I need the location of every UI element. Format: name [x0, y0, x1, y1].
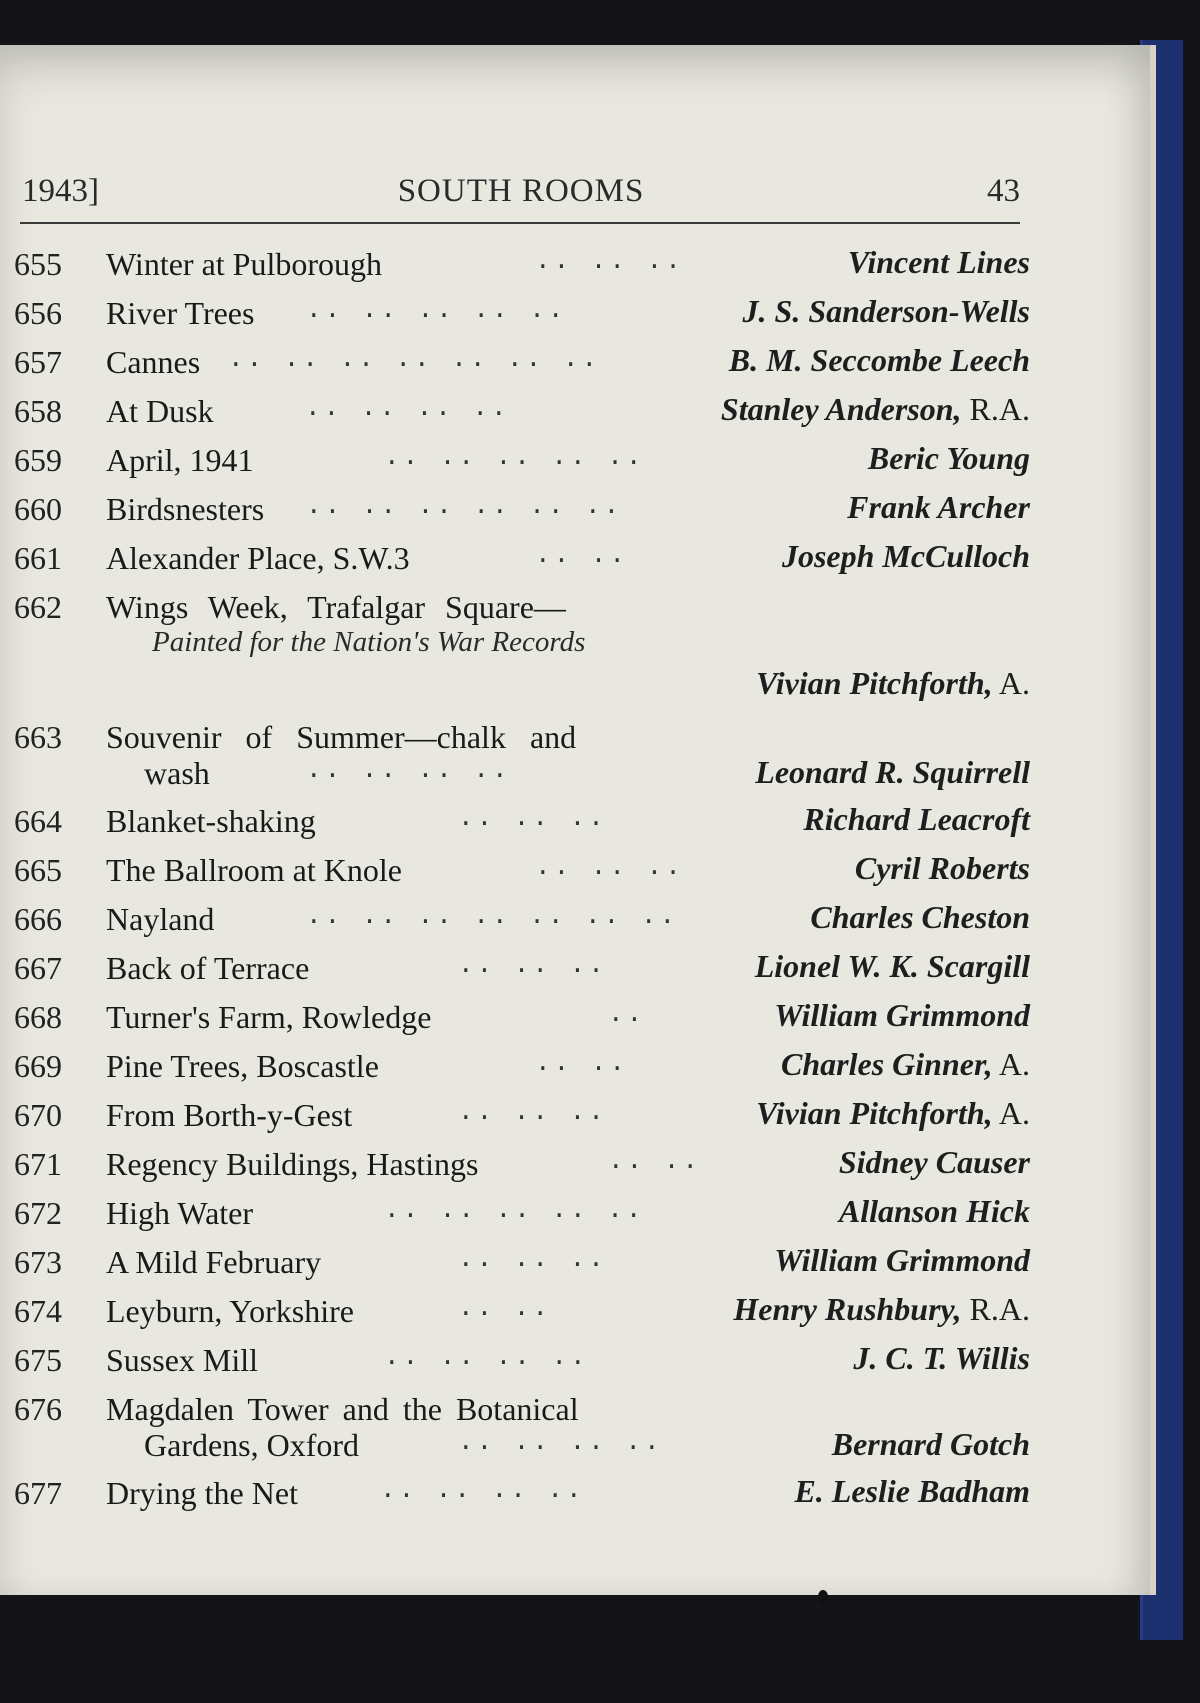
dot-leader: .. .. .. ..	[458, 1427, 663, 1457]
catalogue-entry	[0, 338, 1030, 387]
entry-title: Winter at Pulborough	[106, 246, 382, 282]
catalogue-entry	[0, 944, 1030, 993]
entry-artist: Vivian Pitchforth, A.	[756, 1095, 1030, 1131]
entry-title: From Borth-y-Gest	[106, 1097, 353, 1133]
entry-number: 662	[14, 589, 62, 625]
entry-artist: Vivian Pitchforth, A.	[756, 665, 1030, 701]
entry-number: 665	[14, 852, 62, 888]
entry-title: Wings Week, Trafalgar Square—	[106, 589, 566, 625]
entry-artist: Henry Rushbury, R.A.	[733, 1291, 1030, 1327]
entry-title-continued: Gardens, Oxford	[144, 1427, 360, 1463]
catalogue-entry	[0, 436, 1030, 485]
entry-number: 672	[14, 1195, 62, 1231]
dot-leader: .. ..	[458, 1293, 552, 1323]
entry-number: 664	[14, 803, 62, 839]
entry-artist: Bernard Gotch	[831, 1426, 1030, 1462]
catalogue-entry	[0, 289, 1030, 338]
entry-title: The Ballroom at Knole	[106, 852, 402, 888]
entry-number: 671	[14, 1146, 62, 1182]
catalogue-entry	[0, 534, 1030, 583]
entry-title-continued: wash	[144, 755, 210, 791]
entry-artist: Allanson Hick	[838, 1193, 1030, 1229]
catalogue-entry	[0, 1336, 1030, 1385]
dot-leader: .. .. ..	[458, 1244, 607, 1274]
dot-leader: .. .. .. ..	[306, 755, 511, 785]
dot-leader: .. .. .. .. .. .. ..	[306, 901, 679, 931]
ink-mark	[818, 1590, 828, 1604]
entry-artist: E. Leslie Badham	[794, 1473, 1030, 1509]
entry-title: Nayland	[106, 901, 215, 937]
catalogue-entry	[0, 1469, 1030, 1518]
catalogue-entry	[0, 1042, 1030, 1091]
header-year: 1943]	[22, 173, 99, 209]
entry-number: 658	[14, 393, 62, 429]
page-number: 43	[987, 173, 1020, 209]
dot-leader: .. .. ..	[458, 950, 607, 980]
entry-title: Back of Terrace	[106, 950, 310, 986]
catalogue-entry	[0, 1287, 1030, 1336]
entry-artist: Richard Leacroft	[803, 801, 1030, 837]
catalogue-entry	[0, 895, 1030, 944]
entry-artist: J. C. T. Willis	[853, 1340, 1030, 1376]
entry-number: 669	[14, 1048, 62, 1084]
dot-leader: ..	[608, 999, 646, 1029]
entry-title: Leyburn, Yorkshire	[106, 1293, 354, 1329]
dot-leader: .. .. .. .. .. .. ..	[228, 344, 601, 374]
dot-leader: .. .. .. .. .. ..	[306, 491, 623, 521]
catalogue-entry	[0, 387, 1030, 436]
entry-artist: Cyril Roberts	[854, 850, 1030, 886]
dot-leader: .. ..	[608, 1146, 702, 1176]
catalogue-entry	[0, 1238, 1030, 1287]
catalogue-entry	[0, 1385, 1030, 1469]
dot-leader: .. .. .. .. ..	[384, 1195, 645, 1225]
dot-leader: .. .. .. .. ..	[384, 442, 645, 472]
entry-number: 660	[14, 491, 62, 527]
entry-number: 655	[14, 246, 62, 282]
entry-number: 675	[14, 1342, 62, 1378]
entry-title: Alexander Place, S.W.3	[106, 540, 410, 576]
header-rule	[20, 222, 1020, 224]
entry-artist: William Grimmond	[774, 1242, 1030, 1278]
entry-artist: B. M. Seccombe Leech	[728, 342, 1030, 378]
entry-title: At Dusk	[106, 393, 214, 429]
catalogue-entry	[0, 1189, 1030, 1238]
entry-artist: Charles Cheston	[810, 899, 1030, 935]
entry-number: 659	[14, 442, 62, 478]
catalogue-entry	[0, 993, 1030, 1042]
entry-artist: Joseph McCulloch	[781, 538, 1030, 574]
entry-title: Blanket-shaking	[106, 803, 316, 839]
entry-title: Turner's Farm, Rowledge	[106, 999, 432, 1035]
entry-number: 666	[14, 901, 62, 937]
entry-artist: Vincent Lines	[847, 244, 1030, 280]
catalogue-entry	[0, 1091, 1030, 1140]
entry-title: Pine Trees, Boscastle	[106, 1048, 379, 1084]
entry-artist: Stanley Anderson, R.A.	[720, 391, 1030, 427]
entry-number: 670	[14, 1097, 62, 1133]
entry-artist: William Grimmond	[774, 997, 1030, 1033]
dot-leader: .. .. ..	[458, 803, 607, 833]
entry-number: 674	[14, 1293, 62, 1329]
entry-number: 663	[14, 719, 62, 755]
dot-leader: .. .. .. .. ..	[306, 295, 567, 325]
entry-artist: Beric Young	[867, 440, 1030, 476]
entry-title: River Trees	[106, 295, 255, 331]
catalogue-entries	[0, 240, 1030, 1518]
entry-title: High Water	[106, 1195, 254, 1231]
page-title: SOUTH ROOMS	[397, 173, 645, 209]
catalogue-page	[0, 45, 1156, 1595]
dot-leader: .. .. ..	[458, 1097, 607, 1127]
entry-number: 668	[14, 999, 62, 1035]
catalogue-entry	[0, 240, 1030, 289]
dot-leader: .. .. .. ..	[384, 1342, 589, 1372]
catalogue-entry	[0, 713, 1030, 797]
entry-number: 676	[14, 1391, 62, 1427]
entry-number: 661	[14, 540, 62, 576]
entry-title: April, 1941	[106, 442, 254, 478]
catalogue-entry	[0, 485, 1030, 534]
entry-artist: Sidney Causer	[838, 1144, 1030, 1180]
entry-number: 667	[14, 950, 62, 986]
entry-artist: Lionel W. K. Scargill	[754, 948, 1030, 984]
entry-number: 656	[14, 295, 62, 331]
entry-title: Cannes	[106, 344, 201, 380]
catalogue-entry	[0, 797, 1030, 846]
catalogue-entry	[0, 846, 1030, 895]
entry-number: 657	[14, 344, 62, 380]
entry-note: Painted for the Nation's War Records	[152, 626, 586, 658]
entry-artist: Charles Ginner, A.	[781, 1046, 1030, 1082]
catalogue-entry	[0, 583, 1030, 713]
entry-title: Magdalen Tower and the Botanical	[106, 1391, 579, 1427]
dot-leader: .. .. ..	[535, 246, 684, 276]
catalogue-entry	[0, 1140, 1030, 1189]
dot-leader: .. .. .. ..	[380, 1475, 585, 1505]
entry-title: Birdsnesters	[106, 491, 265, 527]
entry-artist: J. S. Sanderson-Wells	[742, 293, 1030, 329]
entry-title: Drying the Net	[106, 1475, 298, 1511]
entry-number: 677	[14, 1475, 62, 1511]
running-head	[22, 173, 1020, 218]
entry-artist: Frank Archer	[847, 489, 1030, 525]
dot-leader: .. .. ..	[535, 852, 684, 882]
dot-leader: .. ..	[535, 1048, 629, 1078]
entry-title: Regency Buildings, Hastings	[106, 1146, 479, 1182]
entry-artist: Leonard R. Squirrell	[755, 754, 1030, 790]
entry-title: Sussex Mill	[106, 1342, 259, 1378]
entry-title: A Mild February	[106, 1244, 322, 1280]
dot-leader: .. .. .. ..	[305, 393, 510, 423]
entry-title: Souvenir of Summer—chalk and	[106, 719, 577, 755]
entry-number: 673	[14, 1244, 62, 1280]
dot-leader: .. ..	[535, 540, 629, 570]
